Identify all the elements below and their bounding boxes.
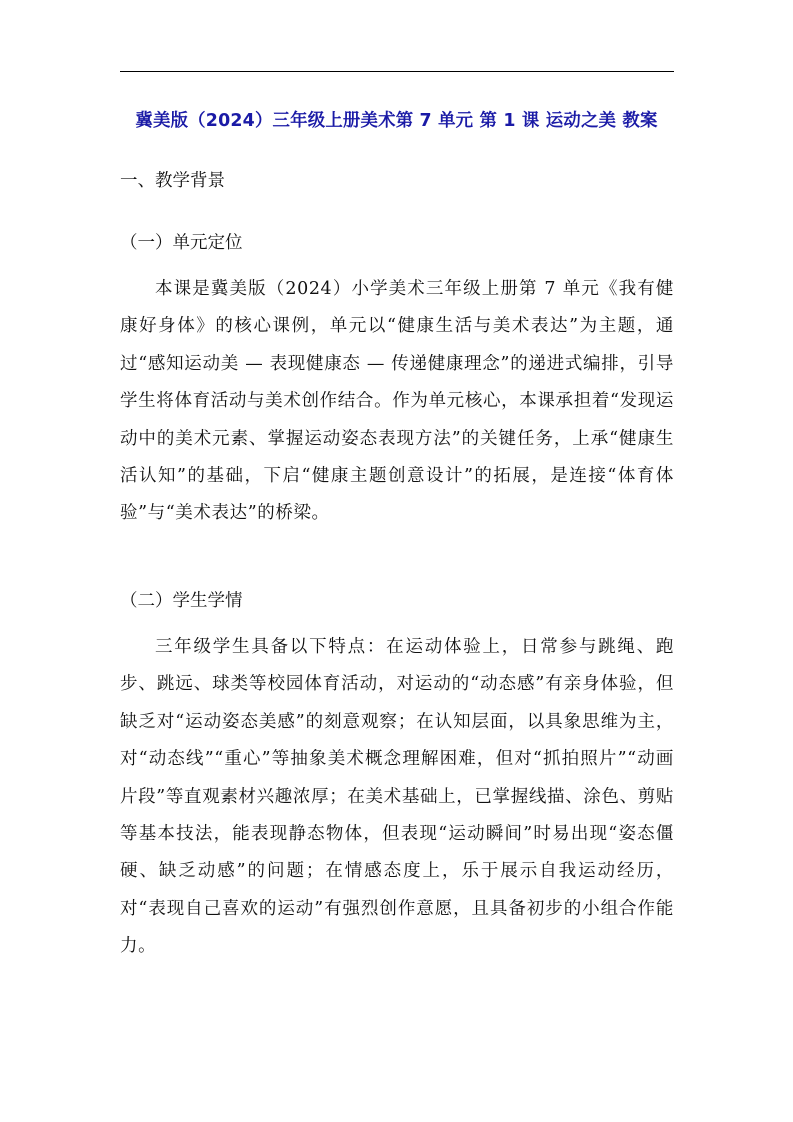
- paragraph-student-situation: 三年级学生具备以下特点：在运动体验上，日常参与跳绳、跑步、跳远、球类等校园体育活动，对运动的“动态感”有亲身体验，但缺乏对“运动姿态美感”的刻意观察；在认知层面，以具象思维为主，对“动态线”“重心”等抽象美术概念理解困难，但对“抓拍照片”“动画片段”等直观素材兴趣浓厚；在美术基础上，已掌握线描、涂色、剪贴等基本技法，能表现静态物体，但表现“运动瞬间”时易出现“姿态僵硬、缺乏动感”的问题；在情感态度上，乐于展示自我运动经历，对“表现自己喜欢的运动”有强烈创作意愿，且具备初步的小组合作能力。: [120, 637, 674, 957]
- subsection-heading-student-situation: （二）学生学情: [120, 591, 243, 611]
- header-rule: [120, 71, 674, 72]
- subsection-heading-unit-position: （一）单元定位: [120, 233, 243, 253]
- section-heading-teaching-background: 一、教学背景: [120, 171, 225, 191]
- paragraph-unit-position: 本课是冀美版（2024）小学美术三年级上册第 7 单元《我有健康好身体》的核心课例，单元以“健康生活与美术表达”为主题，通过“感知运动美 — 表现健康态 — 传递健康理念”的递进式编排，引导学生将体育活动与美术创作结合。作为单元核心，本课承担着“发现运动中的美术元素、掌握运动姿态表现方法”的关键任务，上承“健康生活认知”的基础，下启“健康主题创意设计”的拓展，是连接“体育体验”与“美术表达”的桥梁。: [120, 279, 675, 524]
- document-title: 冀美版（2024）三年级上册美术第 7 单元 第 1 课 运动之美 教案: [135, 111, 658, 131]
